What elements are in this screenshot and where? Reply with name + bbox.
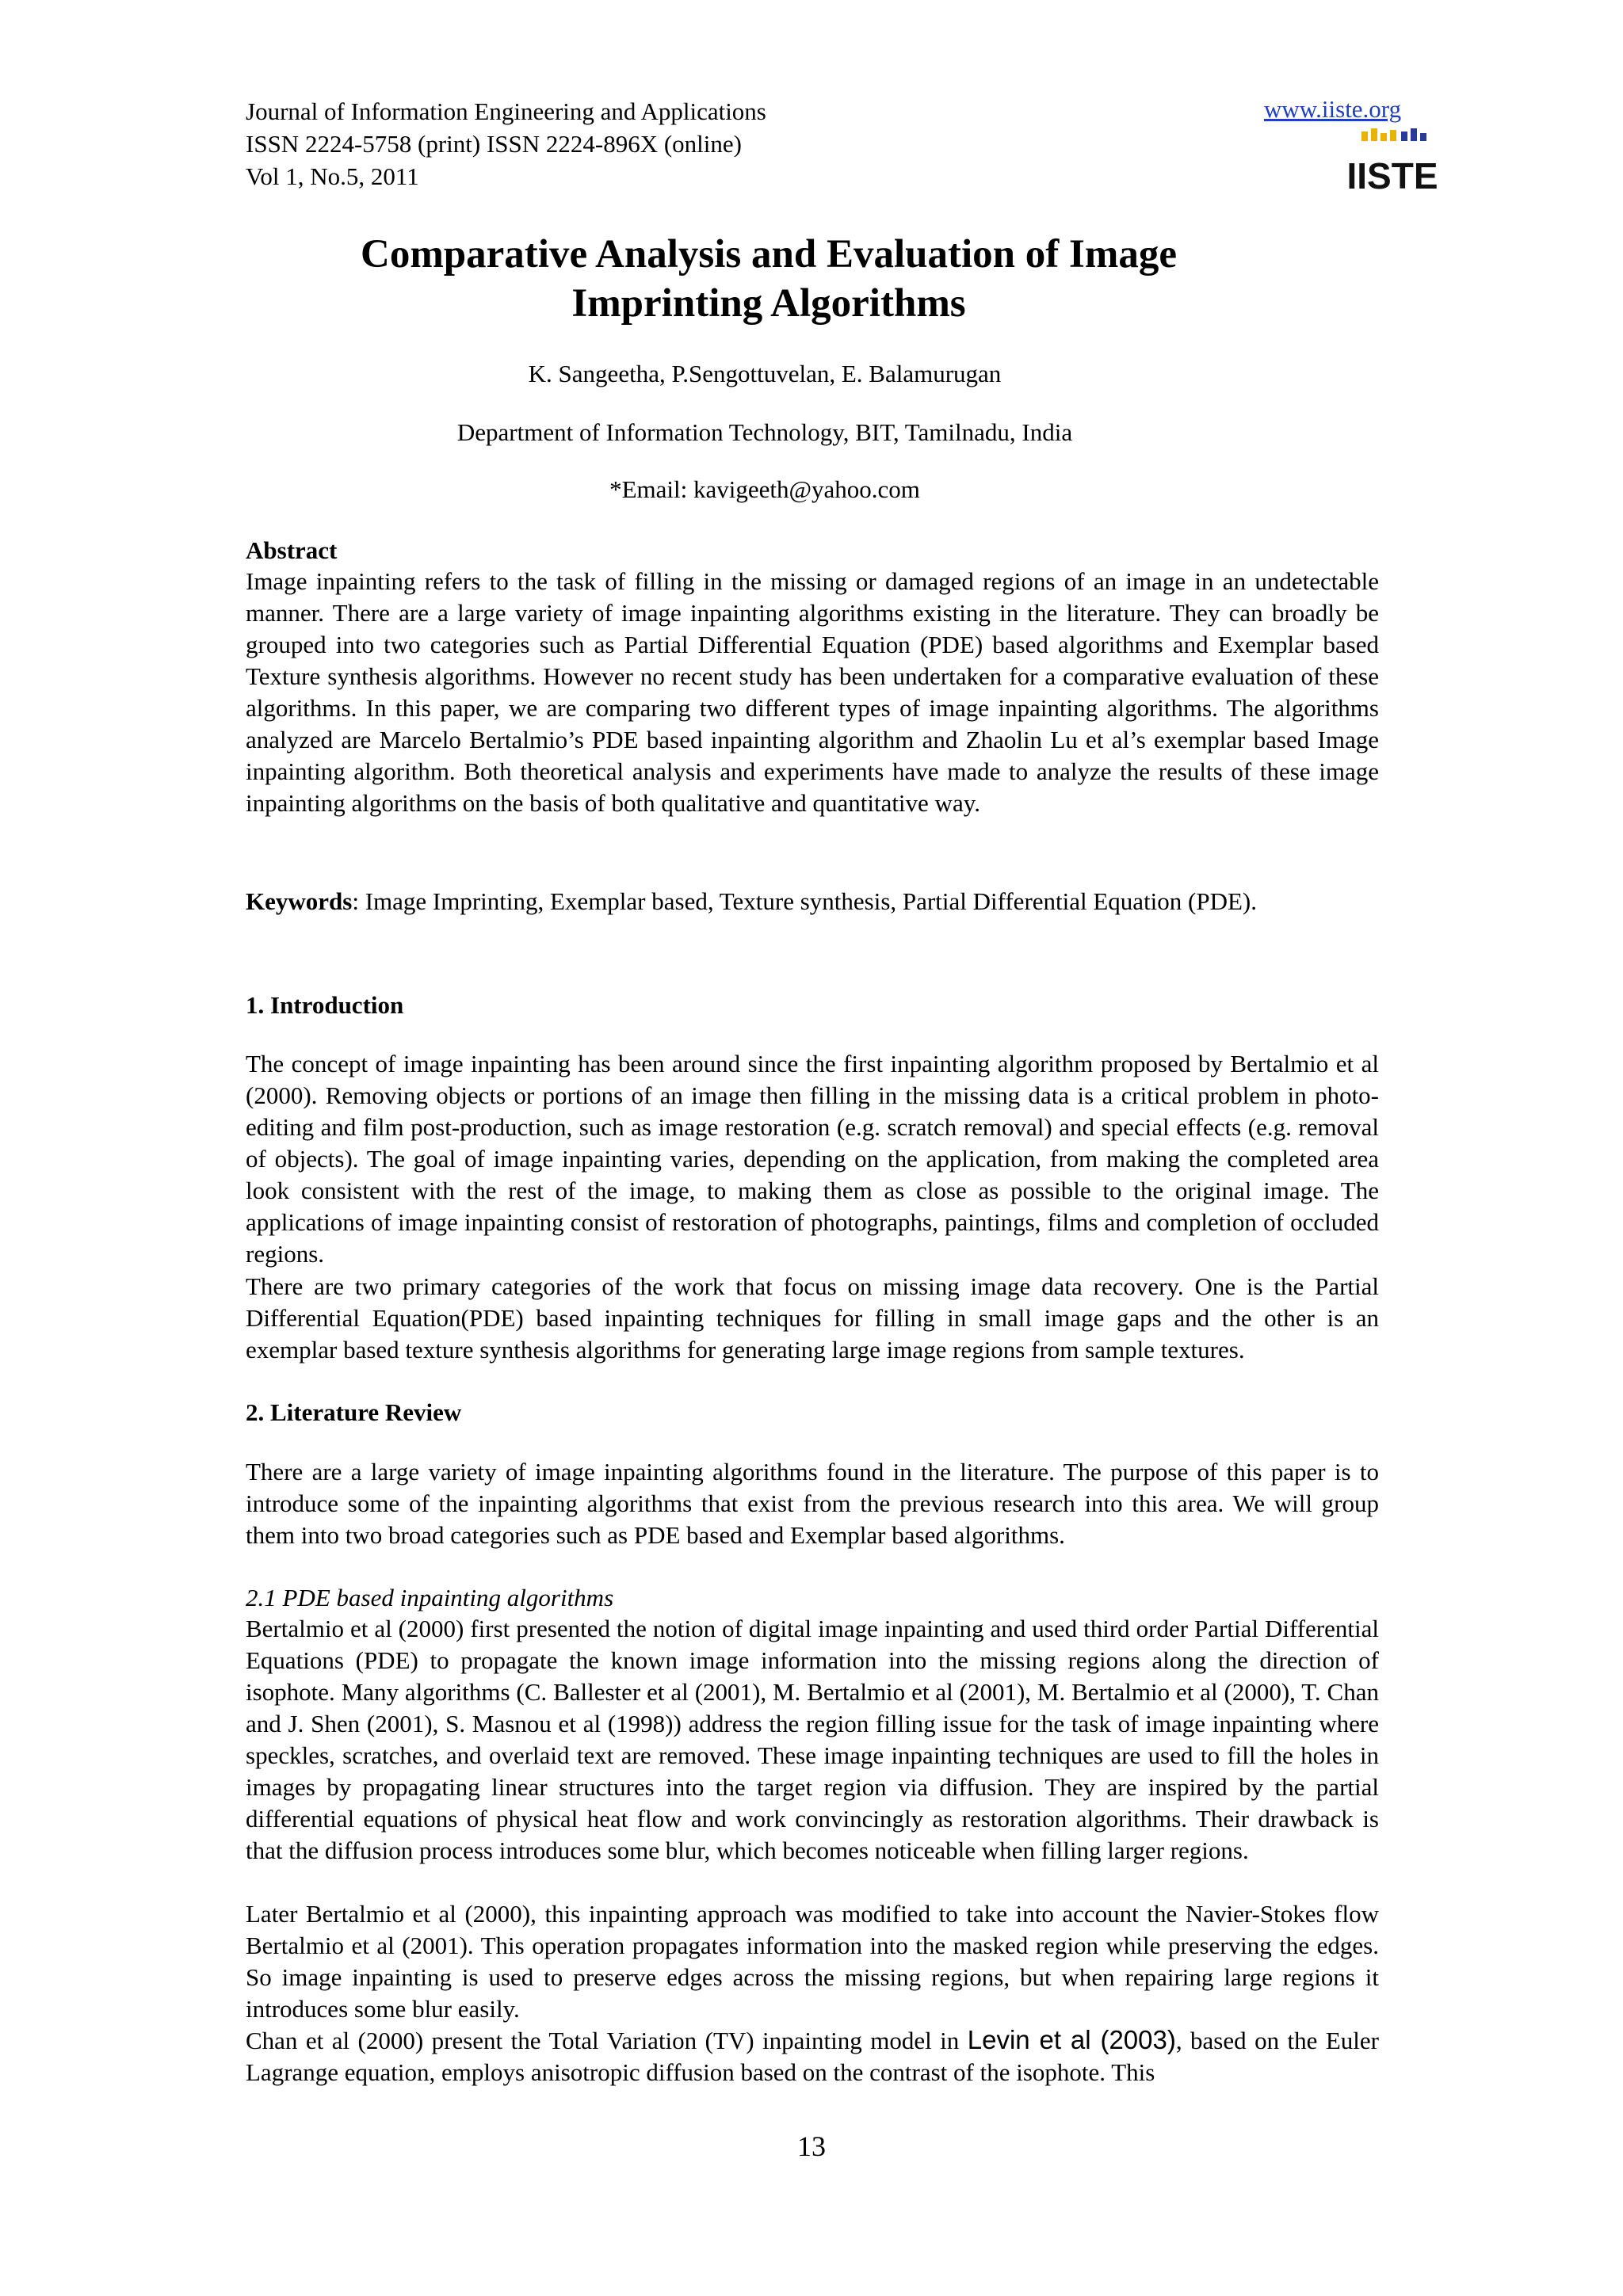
page-number: 13 — [797, 2130, 826, 2162]
title-line-1: Comparative Analysis and Evaluation of Image — [360, 232, 1177, 277]
pde-paragraph-1: Bertalmio et al (2000) first presented the notion of digital image inpainting and used third order Partial Differential Equations (PDE) to propagate the known image information into the missing regions along the direction of isophote. Many algorithms (C. Ballester et al (2001), M. Bertalmio et al (2001), M. Bertalmio et al (2000), T. Chan and J. Shen (2001), S. Masnou et al (1998)) address the region filling issue for the task of image inpainting where speckles, scratches, and overlaid text are removed. These image inpainting techniques are used to fill the holes in images by propagating linear structures into the target region via diffusion. They are inspired by the partial differential equations of physical heat flow and work convincingly as restoration algorithms. Their drawback is that the diffusion process introduces some blur, which becomes noticeable when filling larger regions. — [246, 1615, 1379, 1864]
abstract-heading: Abstract — [246, 536, 338, 564]
keywords-label: Keywords — [246, 887, 353, 915]
section-heading-introduction: 1. Introduction — [246, 991, 404, 1019]
affiliation: Department of Information Technology, BIT, Tamilnadu, India — [456, 418, 1073, 446]
paper-title — [238, 230, 1300, 328]
iiste-logo — [1346, 128, 1438, 196]
journal-name: Journal of Information Engineering and Applications — [246, 97, 766, 125]
subsection-heading-pde: 2.1 PDE based inpainting algorithms — [246, 1584, 614, 1611]
introduction-paragraph-2: There are two primary categories of the work that focus on missing image data recovery. One is the Partial Differential Equation(PDE) based inpainting techniques for filling in small image gaps and the other is an exemplar based texture synthesis algorithms for generating large image regions from sample textures. — [246, 1272, 1379, 1363]
author-email: *Email: kavigeeth@yahoo.com — [609, 475, 920, 503]
keywords — [246, 886, 1379, 917]
pde-paragraph-2: Later Bertalmio et al (2000), this inpainting approach was modified to take into account the Navier-Stokes flow Bertalmio et al (2001). This operation propagates information into the masked region while preserving the edges. So image inpainting is used to preserve edges across the missing regions, but when repairing large regions it introduces some blur easily. — [246, 1900, 1379, 2023]
pde-paragraph-3-part-c: , based on the Euler Lagrange equation, employs anisotropic diffusion based on the contrast of the isophote. This — [246, 2027, 1379, 2086]
title-line-2: Imprinting Algorithms — [571, 281, 966, 326]
citation-levin: Levin et al (2003) — [967, 2025, 1176, 2054]
abstract-text: Image inpainting refers to the task of filling in the missing or damaged regions of an image in an undetectable manner. There are a large variety of image inpainting algorithms existing in the literature. They can broadly be grouped into two categories such as Partial Differential Equation (PDE) based algorithms and Exemplar based Texture synthesis algorithms. However no recent study has been undertaken for a comparative evaluation of these algorithms. In this paper, we are comparing two different types of image inpainting algorithms. The algorithms analyzed are Marcelo Bertalmio’s PDE based inpainting algorithm and Zhaolin Lu et al’s exemplar based Image inpainting algorithm. Both theoretical analysis and experiments have made to analyze the results of these image inpainting algorithms on the basis of both qualitative and quantitative way. — [246, 567, 1379, 817]
logo-text: IISTE — [1346, 155, 1438, 196]
journal-header — [246, 95, 766, 193]
pde-paragraph-3-part-a: Chan et al (2000) present the Total Variation (TV) inpainting model in — [246, 2027, 968, 2054]
literature-paragraph-1: There are a large variety of image inpainting algorithms found in the literature. The purpose of this paper is to introduce some of the inpainting algorithms that exist from the previous research into this area. We will group them into two broad categories such as PDE based and Exemplar based algorithms. — [246, 1458, 1379, 1549]
introduction-paragraph-1: The concept of image inpainting has been around since the first inpainting algorithm proposed by Bertalmio et al (2000). Removing objects or portions of an image then filling in the missing data is a critical problem in photo-editing and film post-production, such as image restoration (e.g. scratch removal) and special effects (e.g. removal of objects). The goal of image inpainting varies, depending on the application, from making the completed area look consistent with the rest of the image, to making them as close as possible to the original image. The applications of image inpainting consist of restoration of photographs, paintings, films and completion of occluded regions. — [246, 1050, 1379, 1268]
authors: K. Sangeetha, P.Sengottuvelan, E. Balamurugan — [528, 360, 1002, 387]
keywords-text: : Image Imprinting, Exemplar based, Texture synthesis, Partial Differential Equation (PDE). — [352, 887, 1257, 915]
website-link[interactable]: www.iiste.org — [1264, 95, 1402, 123]
journal-volume: Vol 1, No.5, 2011 — [246, 162, 419, 190]
pde-paragraph-3 — [246, 2024, 1379, 2088]
journal-issn: ISSN 2224-5758 (print) ISSN 2224-896X (online) — [246, 130, 742, 158]
section-heading-literature-review: 2. Literature Review — [246, 1398, 462, 1426]
